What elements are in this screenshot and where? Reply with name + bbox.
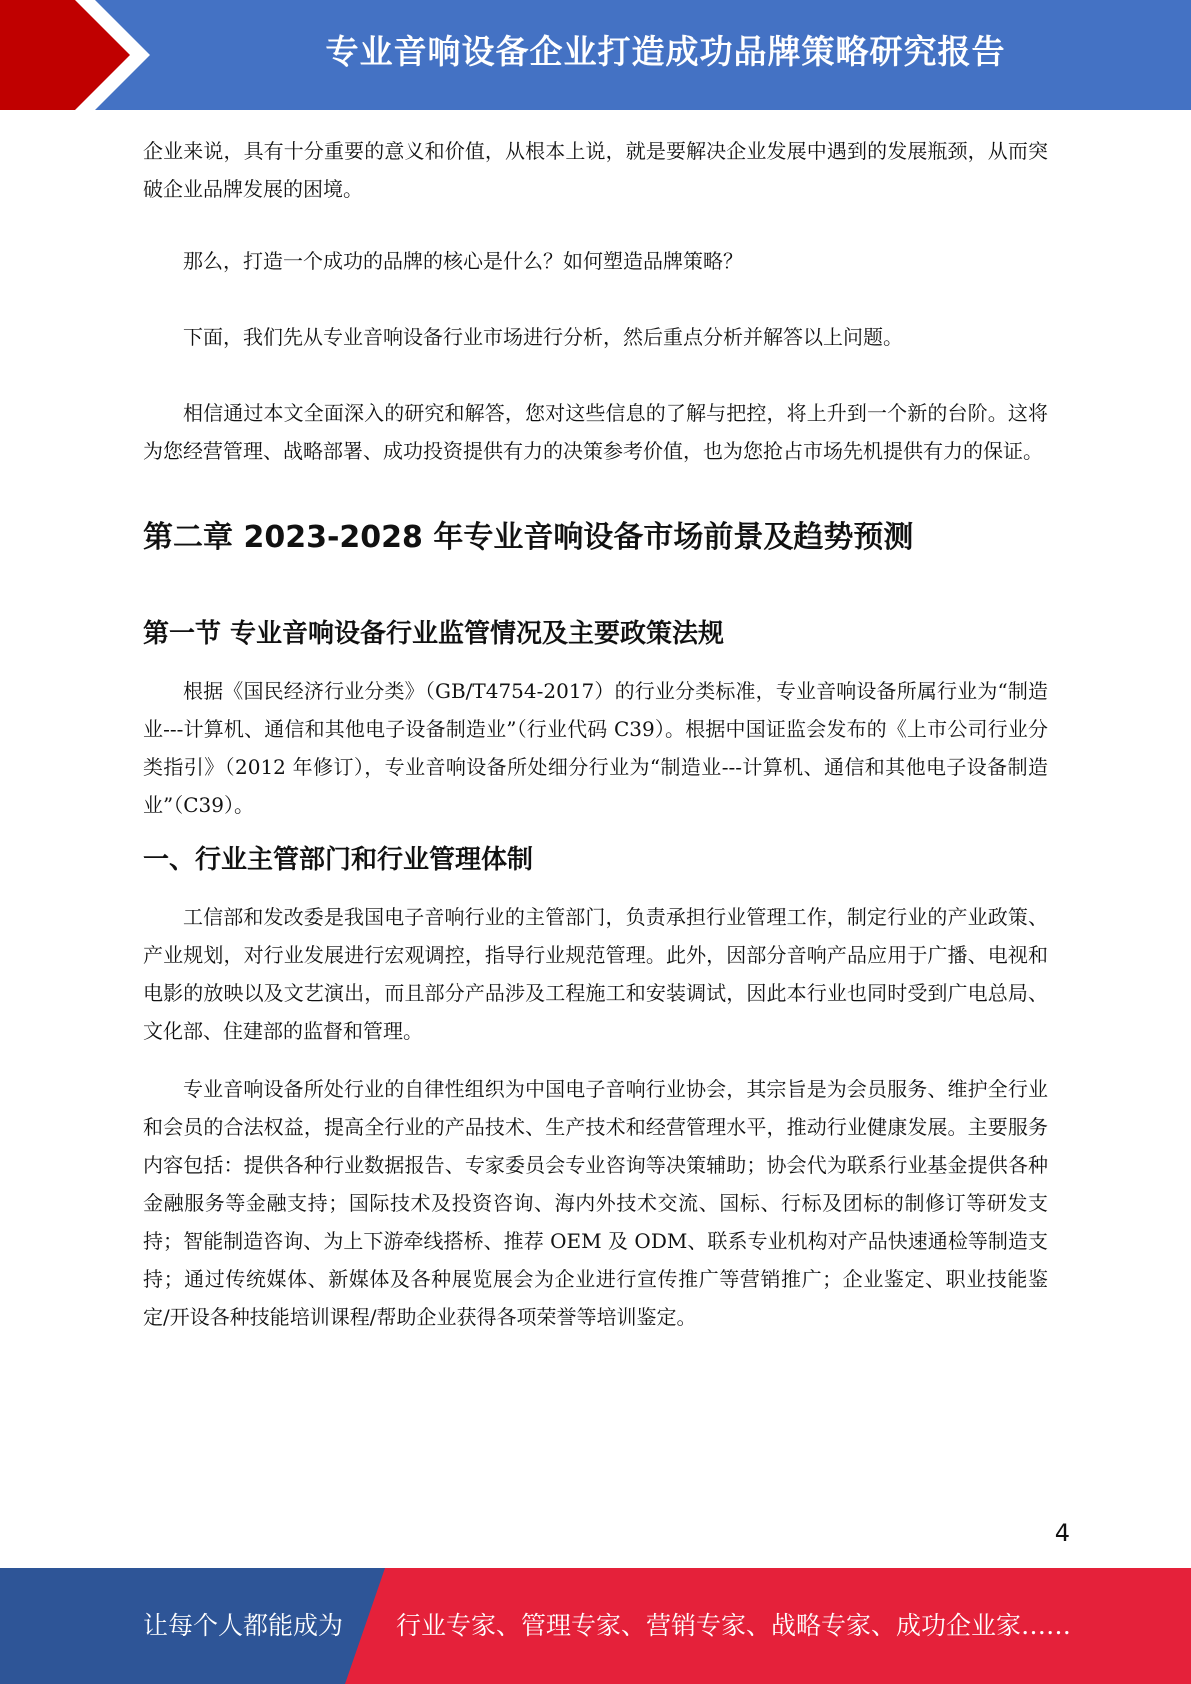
header-banner	[0, 0, 1191, 110]
chapter-title: 第二章 2023-2028 年专业音响设备市场前景及趋势预测	[143, 520, 914, 555]
page-number: 4	[1054, 1519, 1070, 1547]
section-paragraph: 根据《国民经济行业分类》（GB/T4754-2017）的行业分类标准，专业音响设备所属行业为“制造业---计算机、通信和其他电子设备制造业”（行业代码 C39）。根据中国证监会发布的《上市公司行业分类指引》（2012 年修订），专业音响设备所处细分行业为“制造业---计算机、通信和其他电子设备制造业”（C39）。	[143, 679, 1048, 817]
report-title: 专业音响设备企业打造成功品牌策略研究报告	[325, 32, 1006, 71]
intro-paragraph: 企业来说，具有十分重要的意义和价值，从根本上说，就是要解决企业发展中遇到的发展瓶颈，从而突破企业品牌发展的困境。	[143, 139, 1048, 201]
intro-paragraph: 那么，打造一个成功的品牌的核心是什么？如何塑造品牌策略？	[183, 249, 743, 273]
footer-slogan-left: 让每个人都能成为	[143, 1611, 344, 1640]
intro-paragraph: 相信通过本文全面深入的研究和解答，您对这些信息的了解与把控，将上升到一个新的台阶。这将为您经营管理、战略部署、成功投资提供有力的决策参考价值，也为您抢占市场先机提供有力的保证。	[143, 401, 1048, 463]
page-body	[143, 132, 1048, 1336]
subsection-paragraph: 工信部和发改委是我国电子音响行业的主管部门，负责承担行业管理工作，制定行业的产业政策、产业规划，对行业发展进行宏观调控，指导行业规范管理。此外，因部分音响产品应用于广播、电视和电影的放映以及文艺演出，而且部分产品涉及工程施工和安装调试，因此本行业也同时受到广电总局、文化部、住建部的监督和管理。	[143, 905, 1048, 1043]
footer-banner	[0, 1568, 1191, 1684]
section-title: 第一节 专业音响设备行业监管情况及主要政策法规	[143, 619, 725, 649]
footer-slogan-right: 行业专家、管理专家、营销专家、战略专家、成功企业家……	[396, 1611, 1072, 1640]
intro-paragraph: 下面，我们先从专业音响设备行业市场进行分析，然后重点分析并解答以上问题。	[183, 325, 903, 349]
subsection-paragraph: 专业音响设备所处行业的自律性组织为中国电子音响行业协会，其宗旨是为会员服务、维护全行业和会员的合法权益，提高全行业的产品技术、生产技术和经营管理水平，推动行业健康发展。主要服务内容包括：提供各种行业数据报告、专家委员会专业咨询等决策辅助；协会代为联系行业基金提供各种金融服务等金融支持；国际技术及投资咨询、海内外技术交流、国标、行标及团标的制修订等研发支持；智能制造咨询、为上下游牵线搭桥、推荐 OEM 及 ODM、联系专业机构对产品快速通检等制造支持；通过传统媒体、新媒体及各种展览展会为企业进行宣传推广等营销推广；企业鉴定、职业技能鉴定/开设各种技能培训课程/帮助企业获得各项荣誉等培训鉴定。	[143, 1077, 1048, 1329]
subsection-title: 一、行业主管部门和行业管理体制	[143, 845, 534, 875]
header-arrow-graphic	[0, 0, 160, 110]
